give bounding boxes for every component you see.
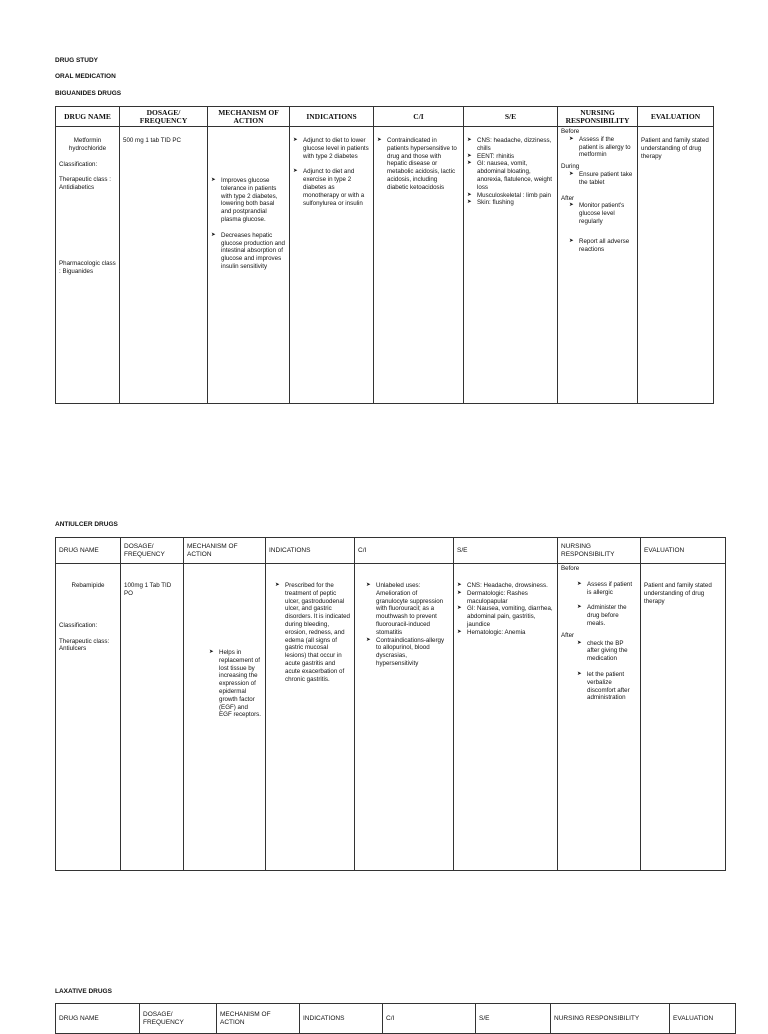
after-label: After [561, 194, 575, 202]
se-item: ➤ CNS: Headache, drowsiness. [457, 582, 554, 590]
therapeutic-class: Therapeutic class: Antiulcers [59, 637, 110, 653]
se-item: ➤ Dermatologic: Rashes maculopapular [457, 590, 554, 606]
evaluation: Patient and family stated understanding of drug therapy [641, 137, 709, 160]
se-item: ➤ GI: Nausea, vomiting, diarrhea, abdominal pain, gastritis, jaundice [457, 605, 554, 628]
header-mechanism: MECHANISM OF ACTION [184, 538, 266, 564]
se-item: ➤ Musculoskeletal : limb pain [467, 192, 554, 200]
during-label: During [561, 163, 580, 171]
indications-cell [290, 127, 374, 404]
indication-item: ➤ Adjunct to diet to lower glucose level in patients with type 2 diabetes [293, 137, 370, 160]
header-ci: C/I [355, 538, 454, 564]
nursing-item: ➤ Ensure patient take the tablet [569, 171, 634, 187]
header-ci: C/I [374, 107, 464, 127]
biguanides-table [55, 106, 714, 404]
ci-cell [374, 127, 464, 404]
se-item: ➤ EENT: rhinitis [467, 153, 554, 161]
mechanism-item: ➤ Helps in replacement of lost tissue by increasing the expression of epidermal growth factor (EGF) and EGF receptors. [209, 649, 262, 719]
dosage-cell [120, 127, 208, 404]
header-dosage: DOSAGE/ FREQUENCY [120, 107, 208, 127]
indications-cell [266, 564, 355, 871]
drug-name: Rebamipide [71, 582, 105, 589]
heading-oral-medication: ORAL MEDICATION [55, 73, 116, 80]
header-se: S/E [454, 538, 558, 564]
mechanism-item: ➤ Decreases hepatic glucose production and intestinal absorption of glucose and improves insulin sensitivity [211, 232, 286, 271]
header-mechanism: MECHANISM OF ACTION [217, 1004, 300, 1034]
header-indications: INDICATIONS [300, 1004, 383, 1034]
dosage: 100mg 1 Tab TID PO [124, 582, 172, 597]
nursing-item: ➤ Administer the drug before meals. [577, 604, 637, 627]
dosage: 500 mg 1 tab TID PC [123, 137, 182, 144]
heading-drug-study: DRUG STUDY [55, 57, 98, 64]
classification-label: Classification: [59, 621, 98, 629]
nursing-item: ➤ Assess if patient is allergic [577, 581, 637, 597]
pharmacologic-class: Pharmacologic class : Biguanides [59, 259, 116, 275]
nursing-cell [558, 127, 638, 404]
antiulcer-table [55, 537, 726, 871]
drug-name-cell [56, 127, 120, 404]
header-dosage: DOSAGE/ FREQUENCY [121, 538, 184, 564]
before-label: Before [561, 565, 580, 572]
evaluation: Patient and family stated understanding of drug therapy [644, 582, 712, 605]
header-evaluation: EVALUATION [638, 107, 714, 127]
laxative-table [55, 1003, 736, 1034]
heading-biguanides: BIGUANIDES DRUGS [55, 90, 122, 97]
header-indications: INDICATIONS [290, 107, 374, 127]
ci-item: ➤ Contraindicated in patients hypersensitive to drug and those with hepatic disease or metabolic acidosis, lactic acidosis, including diabetic ketoacidosis [377, 137, 460, 192]
classification-label: Classification: [59, 160, 98, 168]
se-item: ➤ Skin: flushing [467, 199, 554, 207]
ci-cell [355, 564, 454, 871]
therapeutic-class: Therapeutic class : Antidiabetics [59, 176, 111, 192]
heading-laxative: LAXATIVE DRUGS [55, 988, 112, 995]
se-item: ➤ CNS: headache, dizziness, chills [467, 137, 554, 153]
evaluation-cell [638, 127, 714, 404]
header-dosage: DOSAGE/ FREQUENCY [140, 1004, 217, 1034]
header-se: S/E [476, 1004, 551, 1034]
mechanism-item: ➤ Improves glucose tolerance in patients with type 2 diabetes, lowering both basal and postprandial plasma glucose. [211, 177, 286, 224]
header-indications: INDICATIONS [266, 538, 355, 564]
se-item: ➤ Hematologic: Anemia [457, 629, 554, 637]
dosage-cell [121, 564, 184, 871]
se-item: ➤ GI: nausea, vomit, abdominal bloating, anorexia, flatulence, weight loss [467, 160, 554, 191]
header-evaluation: EVALUATION [641, 538, 726, 564]
se-cell [464, 127, 558, 404]
heading-antiulcer: ANTIULCER DRUGS [55, 521, 118, 528]
se-cell [454, 564, 558, 871]
drug-name: Metformin hydrochloride [68, 137, 107, 152]
header-drug-name: DRUG NAME [56, 107, 120, 127]
ci-item: ➤ Contraindications-allergy to allopurinol, blood dyscrasias, hypersensitivity [366, 637, 450, 668]
ci-item: ➤ Unlabeled uses: Amelioration of granulocyte suppression with fluorouracil; as a mouthwash to prevent fluorouracil-induced stomatitis [366, 582, 450, 637]
header-nursing: NURSING RESPONSIBILITY [558, 538, 641, 564]
nursing-item: ➤ Report all adverse reactions [569, 238, 634, 254]
header-drug-name: DRUG NAME [56, 1004, 140, 1034]
header-ci: C/I [383, 1004, 476, 1034]
indication-item: ➤ Prescribed for the treatment of peptic ulcer, gastroduodenal ulcer, and gastric disorders. It is indicated during bleeding, erosion, redness, and edema (all signs of gastric mucosal lesions) that occur in acute gastritis and acute exacerbation of chronic gastritis. [275, 582, 351, 683]
before-label: Before [561, 128, 580, 135]
header-mechanism: MECHANISM OF ACTION [208, 107, 290, 127]
nursing-item: ➤ Monitor patient's glucose level regularly [569, 202, 634, 225]
header-nursing: NURSING RESPONSIBILITY [551, 1004, 670, 1034]
nursing-item: ➤ Assess if the patient is allergy to metformin [569, 136, 634, 159]
nursing-cell [558, 564, 641, 871]
mechanism-cell [208, 127, 290, 404]
header-drug-name: DRUG NAME [56, 538, 121, 564]
header-nursing: NURSING RESPONSIBILITY [558, 107, 638, 127]
drug-name-cell [56, 564, 121, 871]
header-se: S/E [464, 107, 558, 127]
nursing-item: ➤ let the patient verbalize discomfort after administration [577, 671, 637, 702]
mechanism-cell [184, 564, 266, 871]
after-label: After [561, 631, 575, 639]
nursing-item: ➤ check the BP after giving the medication [577, 640, 637, 663]
evaluation-cell [641, 564, 726, 871]
header-evaluation: EVALUATION [670, 1004, 736, 1034]
indication-item: ➤ Adjunct to diet and exercise in type 2 diabetes as monotherapy or with a sulfonylurea or insulin [293, 168, 370, 207]
